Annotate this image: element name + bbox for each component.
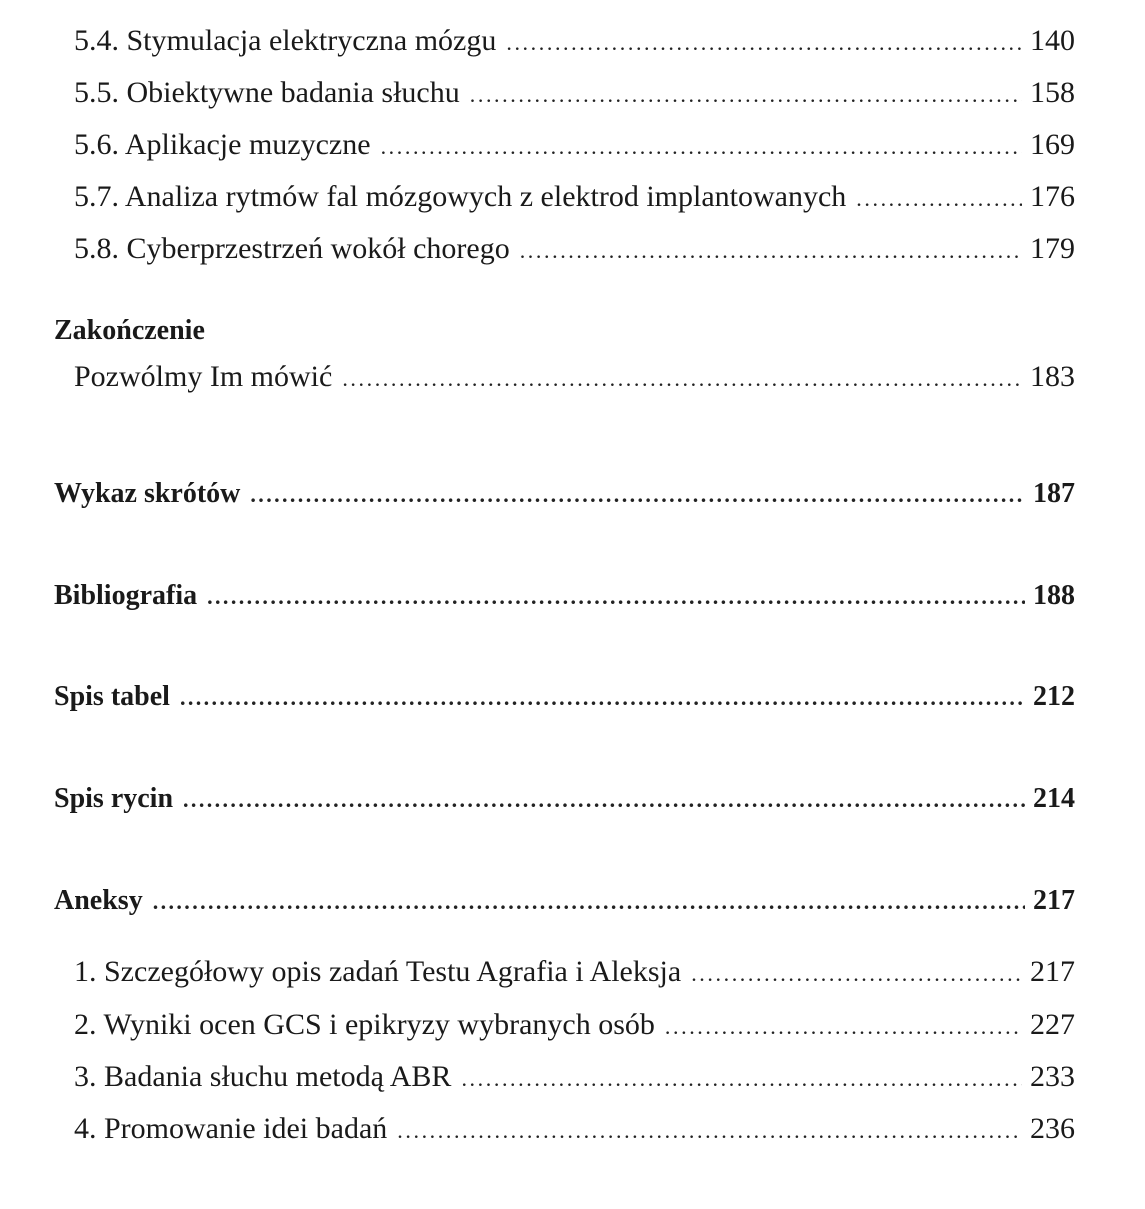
toc-annex-1 <box>74 955 1075 989</box>
dot-leader <box>183 787 1025 813</box>
toc-entry-page: 176 <box>1030 180 1075 213</box>
toc-entry-label: 5.4. Stymulacja elektryczna mózgu <box>74 24 497 57</box>
toc-entry-page: 140 <box>1030 24 1075 57</box>
dot-leader <box>665 1014 1022 1040</box>
toc-section-label: Spis rycin <box>54 783 174 814</box>
toc-entry-5-7 <box>74 180 1075 214</box>
toc-entry-page: 183 <box>1030 360 1075 393</box>
dot-leader <box>461 1066 1022 1092</box>
toc-annex-2 <box>74 1008 1075 1042</box>
toc-section-label: Aneksy <box>54 885 143 916</box>
toc-section-spis-tabel <box>54 681 1075 713</box>
toc-entry-label: 5.7. Analiza rytmów fal mózgowych z elektrod implantowanych <box>74 180 847 213</box>
toc-entry-label: 1. Szczegółowy opis zadań Testu Agrafia i Aleksja <box>74 955 682 988</box>
toc-entry-label: 5.5. Obiektywne badania słuchu <box>74 76 460 109</box>
dot-leader <box>180 685 1025 711</box>
toc-entry-label: 5.8. Cyberprzestrzeń wokół chorego <box>74 232 510 265</box>
toc-annex-3 <box>74 1060 1075 1094</box>
toc-entry-label: Pozwólmy Im mówić <box>74 360 333 393</box>
dot-leader <box>250 482 1025 508</box>
toc-entry-5-4 <box>74 24 1075 58</box>
toc-section-spis-rycin <box>54 783 1075 815</box>
toc-section-page: 212 <box>1033 681 1075 712</box>
dot-leader <box>520 238 1022 264</box>
toc-entry-5-6 <box>74 128 1075 162</box>
toc-entry-page: 233 <box>1030 1060 1075 1093</box>
toc-section-wykaz-skrotow <box>54 478 1075 510</box>
toc-section-page: 188 <box>1033 580 1075 611</box>
toc-entry-page: 217 <box>1030 955 1075 988</box>
toc-section-label: Wykaz skrótów <box>54 478 241 509</box>
toc-section-aneksy <box>54 885 1075 917</box>
toc-section-page: 217 <box>1033 885 1075 916</box>
toc-entry-pozwolmy <box>74 360 1075 394</box>
toc-entry-page: 227 <box>1030 1008 1075 1041</box>
toc-section-page: 187 <box>1033 478 1075 509</box>
toc-section-page: 214 <box>1033 783 1075 814</box>
toc-entry-label: 5.6. Aplikacje muzyczne <box>74 128 371 161</box>
dot-leader <box>856 186 1022 212</box>
dot-leader <box>691 961 1022 987</box>
toc-entry-label: 2. Wyniki ocen GCS i epikryzy wybranych osób <box>74 1008 655 1041</box>
dot-leader <box>506 30 1022 56</box>
dot-leader <box>381 134 1022 160</box>
toc-section-bibliografia <box>54 580 1075 612</box>
toc-entry-label: 3. Badania słuchu metodą ABR <box>74 1060 452 1093</box>
toc-section-label: Bibliografia <box>54 580 198 611</box>
section-heading-zakonczenie: Zakończenie <box>54 315 205 346</box>
toc-entry-page: 236 <box>1030 1112 1075 1145</box>
toc-entry-5-5 <box>74 76 1075 110</box>
toc-entry-page: 169 <box>1030 128 1075 161</box>
dot-leader <box>153 889 1025 915</box>
toc-entry-5-8 <box>74 232 1075 266</box>
dot-leader <box>207 584 1025 610</box>
toc-section-label: Spis tabel <box>54 681 170 712</box>
toc-entry-page: 179 <box>1030 232 1075 265</box>
dot-leader <box>470 82 1022 108</box>
dot-leader <box>342 366 1022 392</box>
toc-entry-label: 4. Promowanie idei badań <box>74 1112 388 1145</box>
toc-entry-page: 158 <box>1030 76 1075 109</box>
dot-leader <box>397 1118 1022 1144</box>
toc-annex-4 <box>74 1112 1075 1146</box>
